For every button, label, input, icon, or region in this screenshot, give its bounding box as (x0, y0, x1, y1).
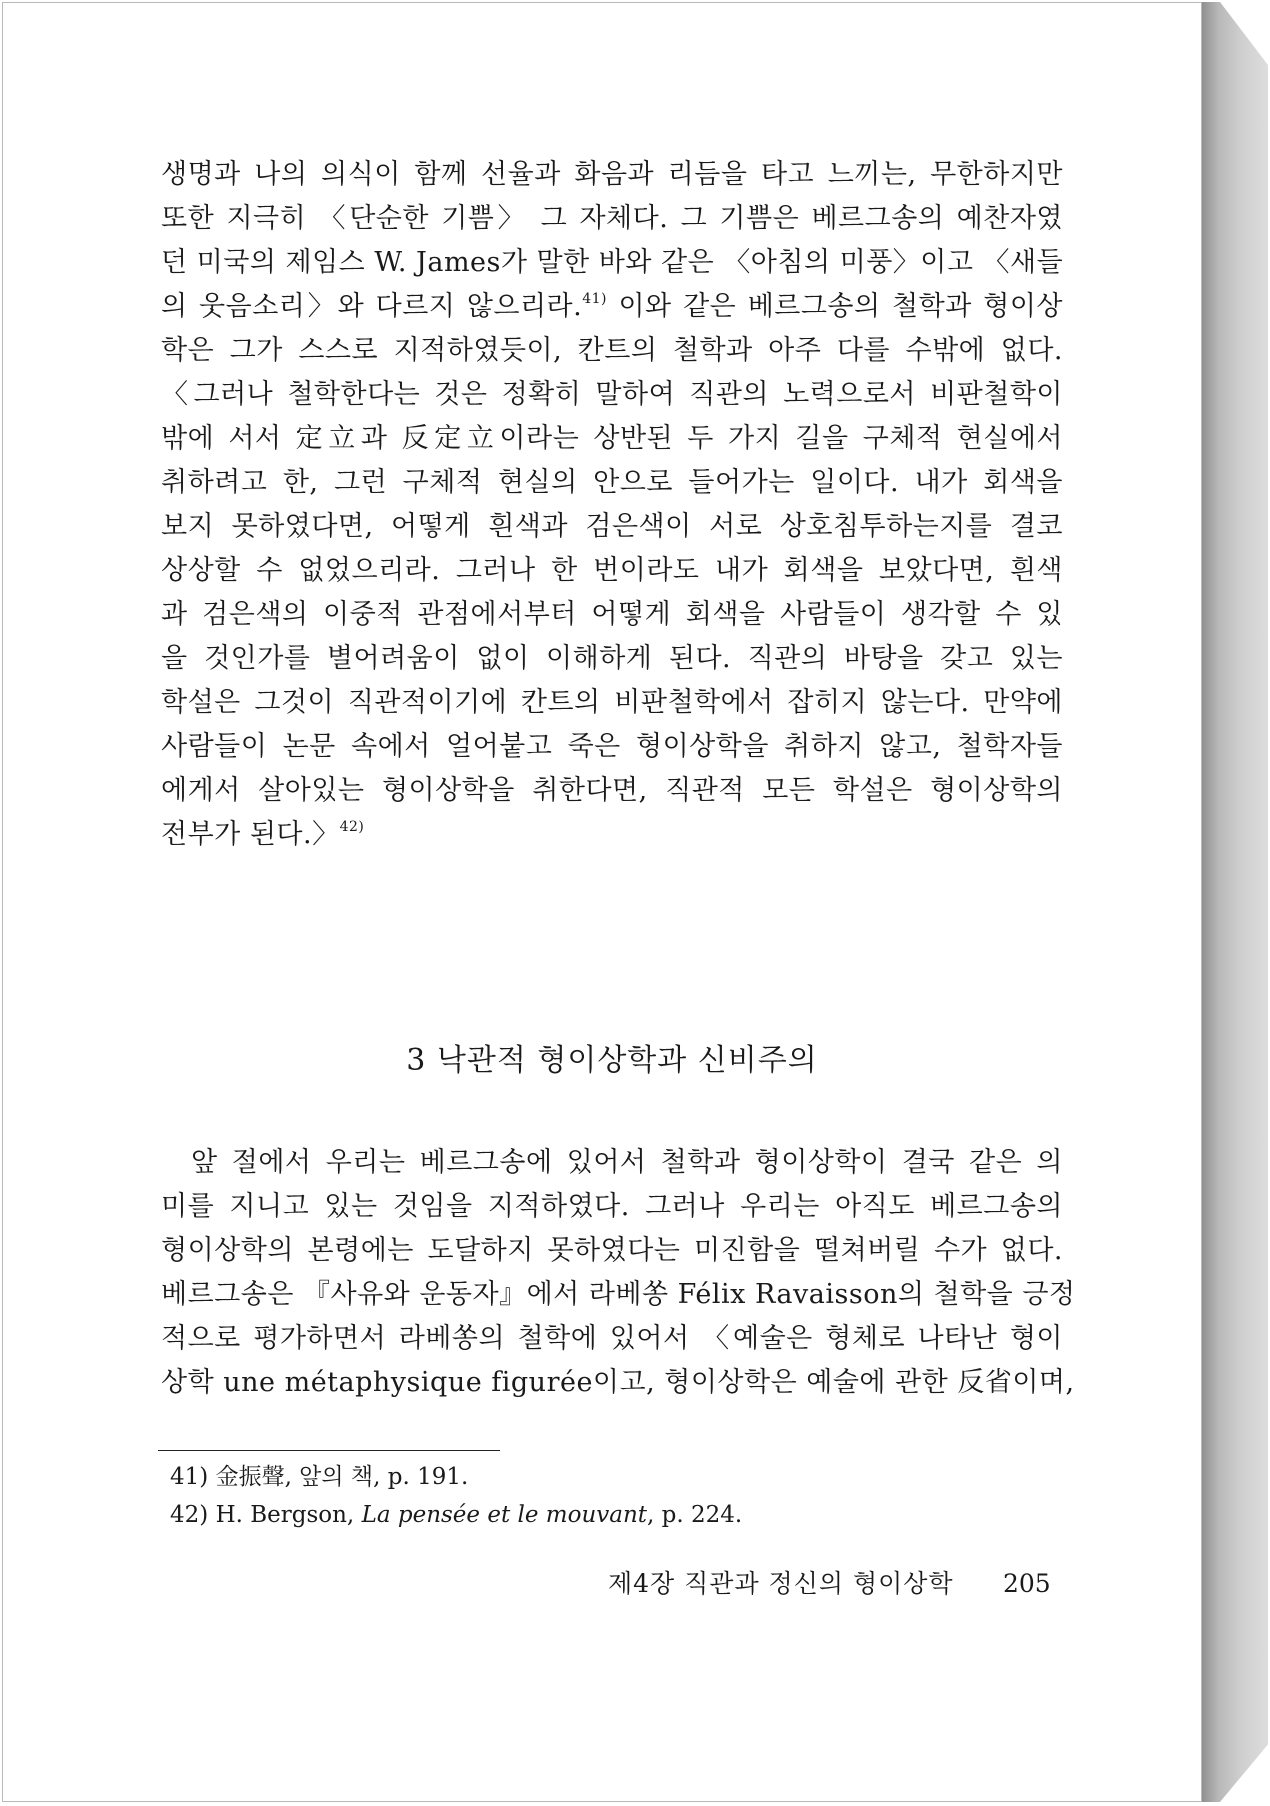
body-line: 밖에 서서 定立과 反定立이라는 상반된 두 가지 길을 구체적 현실에서 (161, 423, 1063, 454)
footnote-author: H. Bergson, (215, 1502, 362, 1528)
page-number: 205 (1003, 1569, 1051, 1598)
body-line: 사람들이 논문 속에서 얼어붙고 죽은 형이상학을 취하지 않고, 철학자들 (161, 731, 1063, 762)
page-stack-edge (1202, 2, 1268, 1802)
footnote-label: 41) (170, 1464, 209, 1490)
footnote-ref-42: 42) (339, 819, 365, 835)
body-line: 앞 절에서 우리는 베르그송에 있어서 철학과 형이상학이 결국 같은 의 (191, 1147, 1063, 1178)
body-line: 또한 지극히 〈단순한 기쁨〉 그 자체다. 그 기쁨은 베르그송의 예찬자였 (161, 203, 1063, 234)
body-line: 던 미국의 제임스 W. James가 말한 바와 같은 〈아침의 미풍〉이고 〈새들 (161, 247, 1064, 278)
body-line: 베르그송은 『사유와 운동자』에서 라베쏭 Félix Ravaisson의 철학을 긍정 (161, 1279, 1076, 1310)
body-line: 을 것인가를 별어려움이 없이 이해하게 된다. 직관의 바탕을 갖고 있는 (161, 643, 1063, 674)
body-line: 학은 그가 스스로 지적하였듯이, 칸트의 철학과 아주 다를 수밖에 없다. (161, 335, 1063, 366)
body-line: 상상할 수 없었으리라. 그러나 한 번이라도 내가 회색을 보았다면, 흰색 (161, 555, 1063, 586)
book-page (2, 2, 1202, 1802)
footnote-label: 42) (170, 1502, 209, 1528)
footnote-book-title: La pensée et le mouvant (361, 1502, 648, 1528)
body-line: 〈그러나 철학한다는 것은 정확히 말하여 직관의 노력으로서 비판철학이 (161, 379, 1063, 410)
body-line: 학설은 그것이 직관적이기에 칸트의 비판철학에서 잡히지 않는다. 만약에 (161, 687, 1063, 718)
body-line: 보지 못하였다면, 어떻게 흰색과 검은색이 서로 상호침투하는지를 결코 (161, 511, 1063, 542)
body-line-with-footnote-41 (161, 285, 1063, 329)
body-line-tail: 이와 같은 베르그송의 철학과 형이상 (607, 291, 1063, 322)
footnote-ref-41: 41) (582, 291, 608, 307)
section-title: 3 낙관적 형이상학과 신비주의 (406, 1043, 818, 1078)
body-line: 미를 지니고 있는 것임을 지적하였다. 그러나 우리는 아직도 베르그송의 (161, 1191, 1063, 1222)
running-head: 제4장 직관과 정신의 형이상학 (608, 1569, 954, 1598)
body-line: 적으로 평가하면서 라베쏭의 철학에 있어서 〈예술은 형체로 나타난 형이 (161, 1323, 1063, 1354)
body-line: 에게서 살아있는 형이상학을 취한다면, 직관적 모든 학설은 형이상학의 (161, 775, 1063, 806)
body-line: 취하려고 한, 그런 구체적 현실의 안으로 들어가는 일이다. 내가 회색을 (161, 467, 1063, 498)
footnote-41 (170, 1460, 468, 1494)
footnote-text: 金振聲, 앞의 책, p. 191. (215, 1464, 469, 1490)
footnote-page: , p. 224. (647, 1502, 743, 1528)
body-line-head: 전부가 된다.〉 (161, 819, 340, 850)
body-line: 생명과 나의 의식이 함께 선율과 화음과 리듬을 타고 느끼는, 무한하지만 (161, 159, 1063, 190)
body-line: 상학 une métaphysique figurée이고, 형이상학은 예술에 관한 反省이며, (161, 1367, 1075, 1398)
body-line-head: 의 웃음소리〉와 다르지 않으리라. (161, 291, 583, 322)
body-line-with-footnote-42 (161, 813, 1063, 857)
body-line: 형이상학의 본령에는 도달하지 못하였다는 미진함을 떨쳐버릴 수가 없다. (161, 1235, 1063, 1266)
body-line: 과 검은색의 이중적 관점에서부터 어떻게 회색을 사람들이 생각할 수 있 (161, 599, 1063, 630)
footnote-42 (170, 1498, 742, 1532)
footnote-divider (158, 1450, 500, 1451)
